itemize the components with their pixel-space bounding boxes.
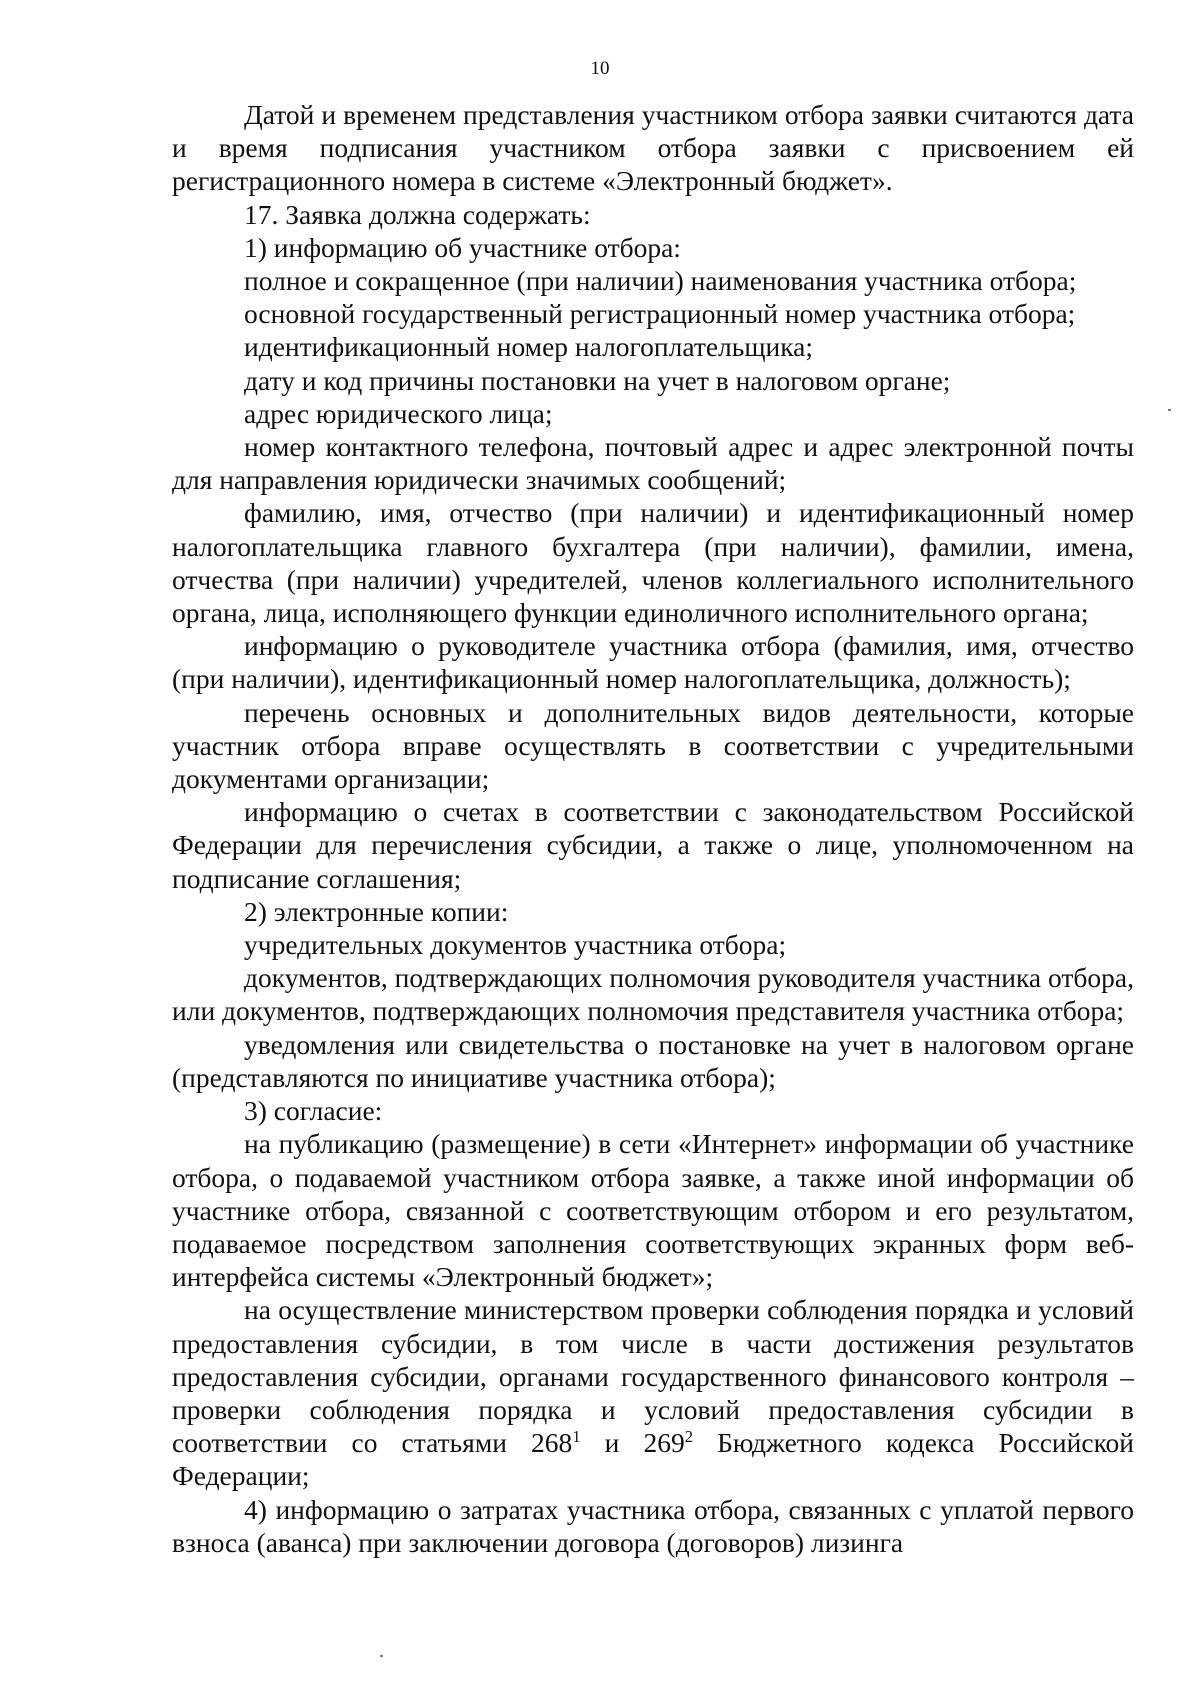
list-item: номер контактного телефона, почтовый адрес и адрес электронной почты для направления юридически значимых сообщений; xyxy=(172,431,1134,496)
list-item: 2) электронные копии: xyxy=(244,895,509,927)
list-item: уведомления или свидетельства о постановке на учет в налоговом органе (представляются по инициативе участника отбора); xyxy=(172,1028,1134,1093)
list-item: дату и код причины постановки на учет в налоговом органе; xyxy=(244,364,951,396)
list-item: полное и сокращенное (при наличии) наименования участника отбора; xyxy=(244,265,1077,297)
scan-speck xyxy=(1168,409,1171,411)
list-item: перечень основных и дополнительных видов деятельности, которые участник отбора вправе осуществлять в соответствии с учредительными документами организации; xyxy=(172,696,1134,795)
ref-text-after: Бюджетного кодекса Российской Федерации; xyxy=(172,1427,1134,1492)
superscript: 2 xyxy=(684,1427,693,1447)
scan-speck xyxy=(380,1655,383,1657)
paragraph: Датой и временем представления участником отбора заявки считаются дата и время подписания участником отбора заявки с присвоением ей регистрационного номера в системе «Электронный бюджет». xyxy=(172,99,1134,197)
list-item: документов, подтверждающих полномочия руководителя участника отбора, или документов, подтверждающих полномочия представителя участника отбора; xyxy=(172,962,1134,1027)
ref-text-before: на осуществление министерством проверки соблюдения порядка и условий предоставления субсидии, в том числе в части достижения результатов предоставления субсидии, органами государственного финансового контроля – проверки соблюдения порядка и условий предоставления субсидии в соответствии со статьями 268 xyxy=(172,1294,1134,1459)
list-item: фамилию, имя, отчество (при наличии) и идентификационный номер налогоплательщика главного бухгалтера (при наличии), фамилии, имена, отчества (при наличии) учредителей, членов коллегиального исполнительного органа, лица, исполняющего функции единоличного исполнительного органа; xyxy=(172,497,1134,629)
superscript: 1 xyxy=(572,1427,581,1447)
list-item: 4) информацию о затратах участника отбора, связанных с уплатой первого взноса (аванса) при заключении договора (договоров) лизинга xyxy=(172,1493,1134,1558)
list-item: 1) информацию об участнике отбора: xyxy=(244,231,681,263)
list-item: 3) согласие: xyxy=(244,1095,383,1127)
list-item: адрес юридического лица; xyxy=(244,397,553,429)
ref-text-middle: и 269 xyxy=(580,1427,685,1459)
list-item: основной государственный регистрационный номер участника отбора; xyxy=(244,298,1076,330)
page-number: 10 xyxy=(590,58,610,79)
section-heading: 17. Заявка должна содержать: xyxy=(244,198,591,230)
list-item-with-refs xyxy=(172,1293,1134,1492)
list-item: учредительных документов участника отбора; xyxy=(244,929,787,961)
list-item: информацию о счетах в соответствии с законодательством Российской Федерации для перечисления субсидии, а также о лице, уполномоченном на подписание соглашения; xyxy=(172,796,1134,894)
list-item: на публикацию (размещение) в сети «Интернет» информации об участнике отбора, о подаваемой участником отбора заявке, а также иной информации об участнике отбора, связанной с соответствующим отбором и его результатом, подаваемое посредством заполнения соответствующих экранных форм веб-интерфейса системы «Электронный бюджет»; xyxy=(172,1128,1134,1293)
document-body xyxy=(172,98,1134,1559)
list-item: информацию о руководителе участника отбора (фамилия, имя, отчество (при наличии), идентификационный номер налогоплательщика, должность); xyxy=(172,630,1134,695)
list-item: идентификационный номер налогоплательщика; xyxy=(244,331,814,363)
